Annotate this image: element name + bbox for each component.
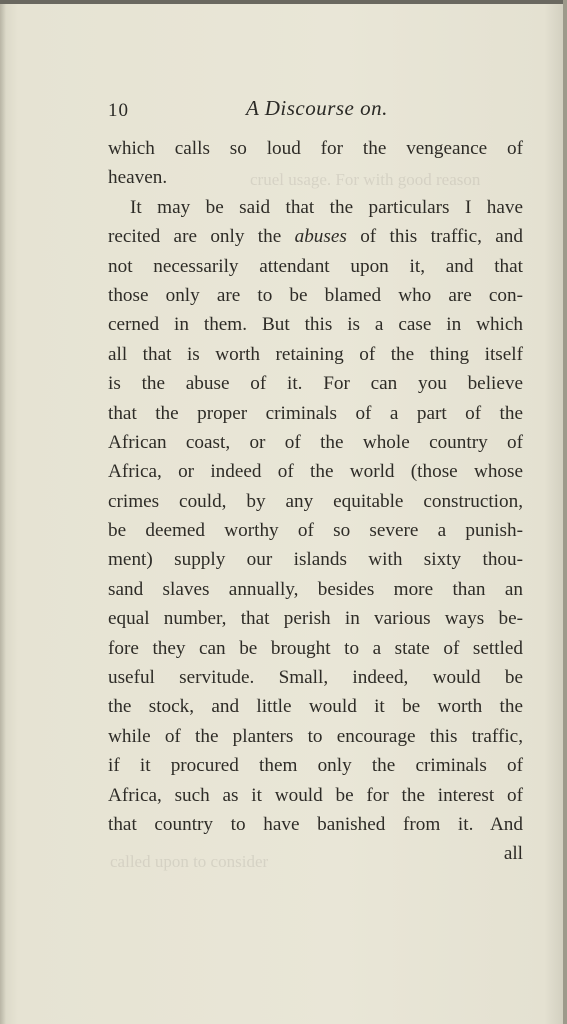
text-line: that the proper criminals of a part of the: [108, 402, 523, 424]
text-line: that country to have banished from it. And: [108, 813, 523, 835]
text-line: sand slaves annually, besides more than an: [108, 578, 523, 600]
text-line: useful servitude. Small, indeed, would be: [108, 667, 523, 689]
text-line: Africa, or indeed of the world (those whose: [108, 461, 523, 483]
text-line: crimes could, by any equitable construction,: [108, 490, 523, 512]
page-header: [108, 92, 523, 122]
show-through-text: called upon to consider: [110, 852, 269, 871]
text-line: all that is worth retaining of the thing itself: [108, 343, 523, 365]
text-line: the stock, and little would it be worth the: [108, 696, 523, 718]
page-number: 10: [108, 100, 129, 121]
body-text: [108, 134, 523, 869]
paragraph-first-line: It may be said that the particulars I have: [130, 196, 523, 218]
text-line: cerned in them. But this is a case in which: [108, 314, 523, 336]
text-line: recited are only the abuses of this traffic, and: [108, 226, 523, 248]
text-line: fore they can be brought to a state of settled: [108, 637, 523, 659]
page-top-edge: [0, 0, 567, 4]
text-line: while of the planters to encourage this traffic,: [108, 725, 523, 747]
text-line: African coast, or of the whole country of: [108, 431, 523, 453]
text-line: be deemed worthy of so severe a punish-: [108, 520, 523, 542]
show-through-text: cruel usage. For with good reason: [250, 170, 481, 189]
text-line: Africa, such as it would be for the interest of: [108, 784, 523, 806]
emphasized-word: abuses: [294, 226, 347, 248]
running-head: A Discourse on.: [246, 96, 388, 120]
text-line: is the abuse of it. For can you believe: [108, 373, 523, 395]
catchword: all: [503, 843, 523, 865]
text-line: heaven.: [108, 167, 168, 189]
text-line: those only are to be blamed who are con-: [108, 284, 523, 306]
text-line: which calls so loud for the vengeance of: [108, 138, 523, 159]
text-line: equal number, that perish in various ways be-: [108, 608, 523, 630]
text-line: if it procured them only the criminals of: [108, 755, 523, 777]
text-line: ment) supply our islands with sixty thou-: [108, 549, 523, 571]
text-line: not necessarily attendant upon it, and that: [108, 255, 523, 277]
